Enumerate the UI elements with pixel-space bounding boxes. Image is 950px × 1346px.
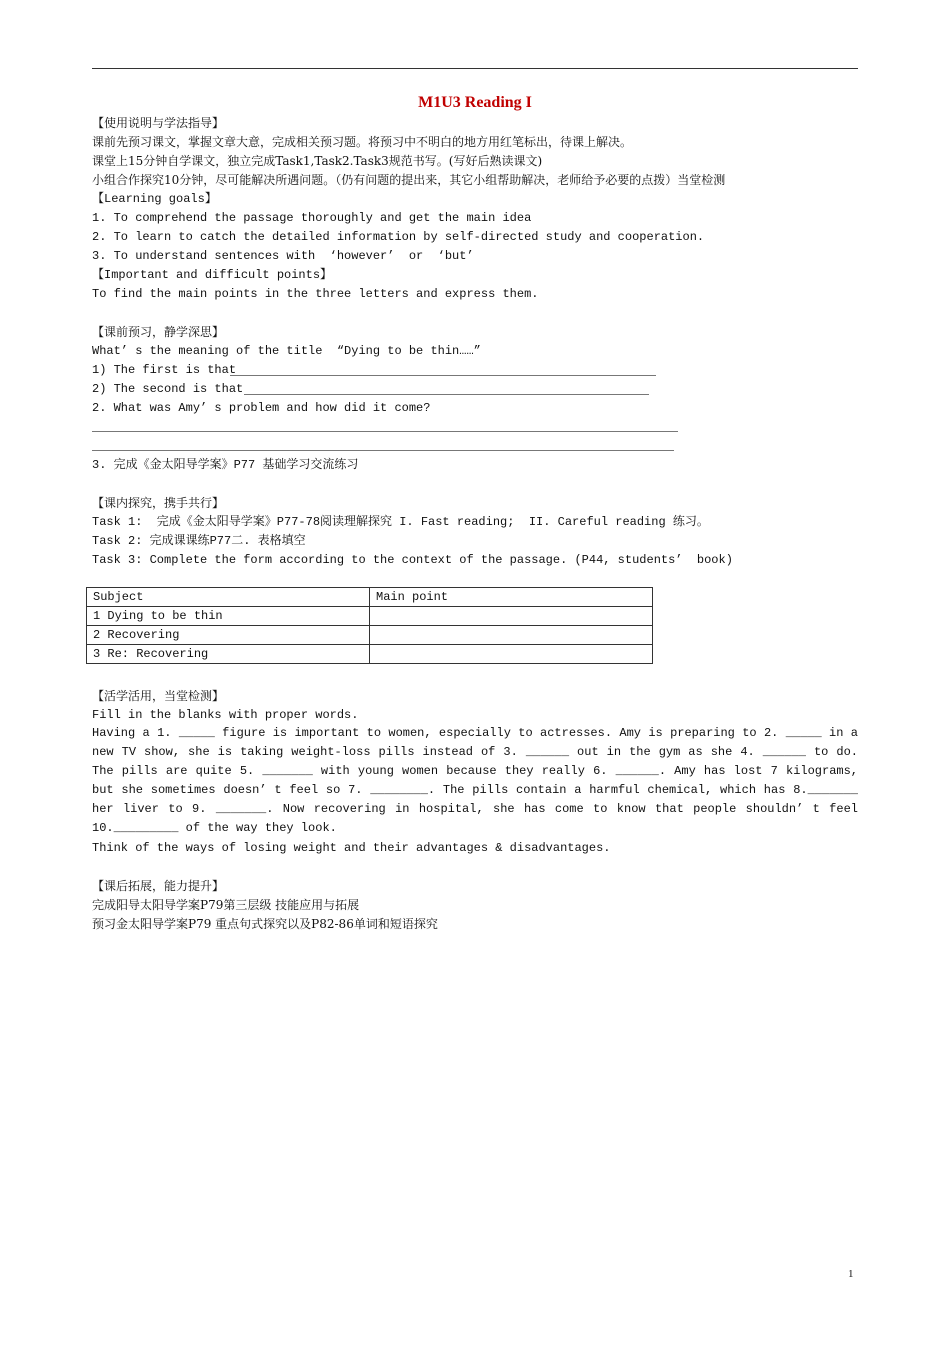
after-line-1: 完成阳导太阳导学案P79第三层级 技能应用与拓展: [92, 898, 360, 912]
cloze-passage: Having a 1. _____ figure is important to women, especially to actresses. Amy is preparing to 2. _____ in a new TV show, she is taking weight-loss pills instead of 3. ______ out in the gym as she 4. ______ to do. The pills are quite 5. _______ with young women because they really 6. ______. Amy has lost 7 kilograms, but she sometimes doesn’ t feel so 7. ________. The pills contain a harmful chemical, which has 8._______ her liver to 9. _______. Now recovering in hospital, she has come to know that people shouldn’ t feel 10._________ of the way they look.: [92, 726, 858, 835]
guide-heading: 【使用说明与学法指导】: [92, 116, 225, 130]
answer-blank-2[interactable]: [244, 394, 649, 395]
points-heading: 【Important and difficult points】: [92, 268, 333, 282]
practice-instruction: Fill in the blanks with proper words.: [92, 708, 359, 722]
after-line-2: 预习金太阳导学案P79 重点句式探究以及P82-86单词和短语探究: [92, 917, 438, 931]
practice-think: Think of the ways of losing weight and their advantages & disadvantages.: [92, 841, 611, 855]
guide-line-3: 小组合作探究10分钟，尽可能解决所遇问题。（仍有问题的提出来，其它小组帮助解决，老师给予必要的点拨）当堂检测: [92, 173, 726, 187]
task-3: Task 3: Complete the form according to the context of the passage. (P44, students’ book): [92, 553, 733, 567]
page-title: M1U3 Reading I: [418, 94, 532, 111]
preview-second: 2) The second is that: [92, 382, 244, 396]
form-header-main-point: Main point: [370, 588, 653, 607]
form-header-subject: Subject: [87, 588, 370, 607]
goal-item-3: 3. To understand sentences with ‘however’ or ‘but’: [92, 249, 474, 263]
answer-blank-1[interactable]: [230, 375, 656, 376]
goal-item-2: 2. To learn to catch the detailed information by self-directed study and cooperation.: [92, 230, 705, 244]
form-answer-cell[interactable]: [370, 607, 653, 626]
form-header-row: [87, 588, 653, 607]
goal-item-1: 1. To comprehend the passage thoroughly and get the main idea: [92, 211, 532, 225]
after-heading: 【课后拓展，能力提升】: [92, 879, 225, 893]
goals-heading: 【Learning goals】: [92, 192, 217, 206]
form-answer-cell[interactable]: [370, 645, 653, 664]
points-text: To find the main points in the three letters and express them.: [92, 287, 539, 301]
explore-heading: 【课内探究，携手共行】: [92, 496, 225, 510]
guide-line-1: 课前先预习课文，掌握文章大意，完成相关预习题。将预习中不明白的地方用红笔标出，待课上解决。: [92, 135, 633, 149]
preview-question: What’ s the meaning of the title “Dying to be thin……”: [92, 344, 481, 358]
page-number: 1: [848, 1268, 854, 1280]
preview-heading: 【课前预习，静学深思】: [92, 325, 225, 339]
guide-line-2: 课堂上15分钟自学课文，独立完成Task1,Task2.Task3规范书写。(写好后熟读课文): [92, 154, 543, 168]
preview-first: 1) The first is that: [92, 363, 237, 377]
form-subject-cell: 3 Re: Recovering: [87, 645, 370, 664]
answer-blank-3[interactable]: [92, 431, 678, 432]
preview-q2: 2. What was Amy’ s problem and how did it come?: [92, 401, 431, 415]
form-answer-cell[interactable]: [370, 626, 653, 645]
table-row: [87, 626, 653, 645]
task-2: Task 2: 完成课课练P77二. 表格填空: [92, 534, 306, 548]
answer-blank-4[interactable]: [92, 450, 674, 451]
header-rule: [92, 68, 858, 69]
table-row: [87, 645, 653, 664]
task-1: Task 1: 完成《金太阳导学案》P77-78阅读理解探究 I. Fast reading; II. Careful reading 练习。: [92, 515, 709, 529]
main-point-form: [86, 587, 653, 664]
practice-heading: 【活学活用，当堂检测】: [92, 689, 225, 703]
preview-q3: 3. 完成《金太阳导学案》P77 基础学习交流练习: [92, 458, 359, 472]
table-row: [87, 607, 653, 626]
form-subject-cell: 1 Dying to be thin: [87, 607, 370, 626]
form-subject-cell: 2 Recovering: [87, 626, 370, 645]
